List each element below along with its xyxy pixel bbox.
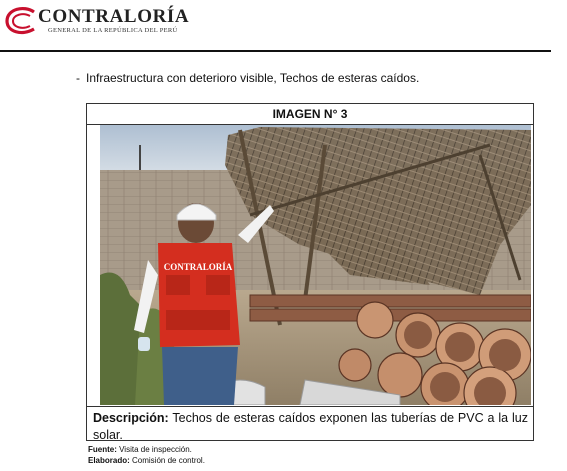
- figure-title: IMAGEN N° 3: [87, 104, 533, 125]
- description-text: Techos de esteras caídos exponen las tuberías de PVC a la luz solar.: [93, 411, 528, 442]
- description-label: Descripción:: [93, 411, 169, 425]
- vest-text: CONTRALORÍA: [163, 262, 233, 272]
- prepared-line: [88, 455, 205, 466]
- prepared-label: Elaborado:: [88, 456, 130, 465]
- header-rule: [0, 50, 551, 52]
- bullet-text: Infraestructura con deterioro visible, Techos de esteras caídos.: [86, 71, 420, 85]
- inspection-photo: [100, 125, 531, 405]
- source-line: [88, 444, 205, 455]
- logo-subtitle: GENERAL DE LA REPÚBLICA DEL PERÚ: [48, 27, 178, 34]
- figure-box: [86, 103, 534, 441]
- contraloria-swoosh-icon: [4, 6, 38, 36]
- document-header: [0, 0, 567, 52]
- source-label: Fuente:: [88, 445, 117, 454]
- figure-source: [88, 444, 205, 466]
- figure-description: [87, 406, 533, 444]
- logo-name: CONTRALORÍA: [38, 6, 190, 27]
- bullet-dash: -: [76, 71, 80, 85]
- bullet-item: [76, 71, 419, 85]
- prepared-text: Comisión de control.: [129, 456, 205, 465]
- source-text: Visita de inspección.: [116, 445, 192, 454]
